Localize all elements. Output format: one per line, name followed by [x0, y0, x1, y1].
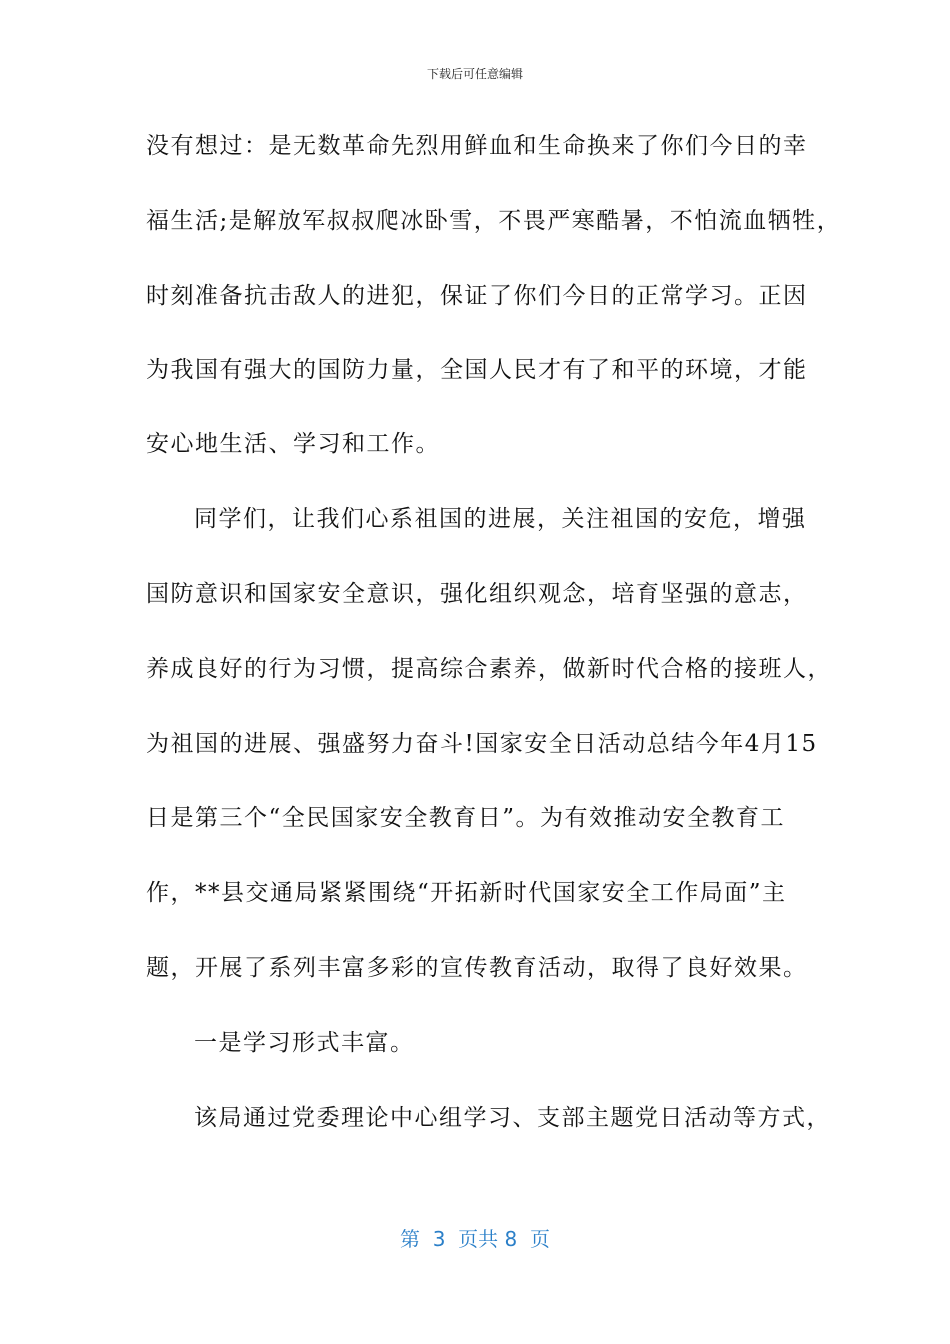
page-footer: 第 3 页共 8 页: [400, 1227, 550, 1251]
paragraph-first-line: 同学们，让我们心系祖国的进展，关注祖国的安危，增强: [194, 506, 807, 532]
text-line: 时刻准备抗击敌人的进犯，保证了你们今日的正常学习。正因: [146, 283, 808, 309]
text-line: 没有想过：是无数革命先烈用鲜血和生命换来了你们今日的幸: [146, 133, 808, 159]
text-line: 安心地生活、学习和工作。: [146, 431, 440, 457]
text-line: 福生活;是解放军叔叔爬冰卧雪，不畏严寒酷暑，不怕流血牺牲，: [146, 208, 842, 234]
text-line: 为祖国的进展、强盛努力奋斗!国家安全日活动总结今年4月15: [146, 731, 818, 757]
text-line: 题，开展了系列丰富多彩的宣传教育活动，取得了良好效果。: [146, 955, 808, 981]
text-line: 养成良好的行为习惯，提高综合素养，做新时代合格的接班人，: [146, 656, 832, 682]
text-line: 国防意识和国家安全意识，强化组织观念，培育坚强的意志，: [146, 581, 808, 607]
text-line: 日是第三个“全民国家安全教育日”。为有效推动安全教育工: [146, 805, 786, 831]
text-line: 作，**县交通局紧紧围绕“开拓新时代国家安全工作局面”主: [146, 880, 787, 906]
paragraph-first-line: 一是学习形式丰富。: [194, 1030, 415, 1056]
paragraph-first-line: 该局通过党委理论中心组学习、支部主题党日活动等方式，: [194, 1105, 831, 1131]
page-header: 下载后可任意编辑: [426, 67, 523, 81]
text-line: 为我国有强大的国防力量，全国人民才有了和平的环境，才能: [146, 357, 808, 383]
